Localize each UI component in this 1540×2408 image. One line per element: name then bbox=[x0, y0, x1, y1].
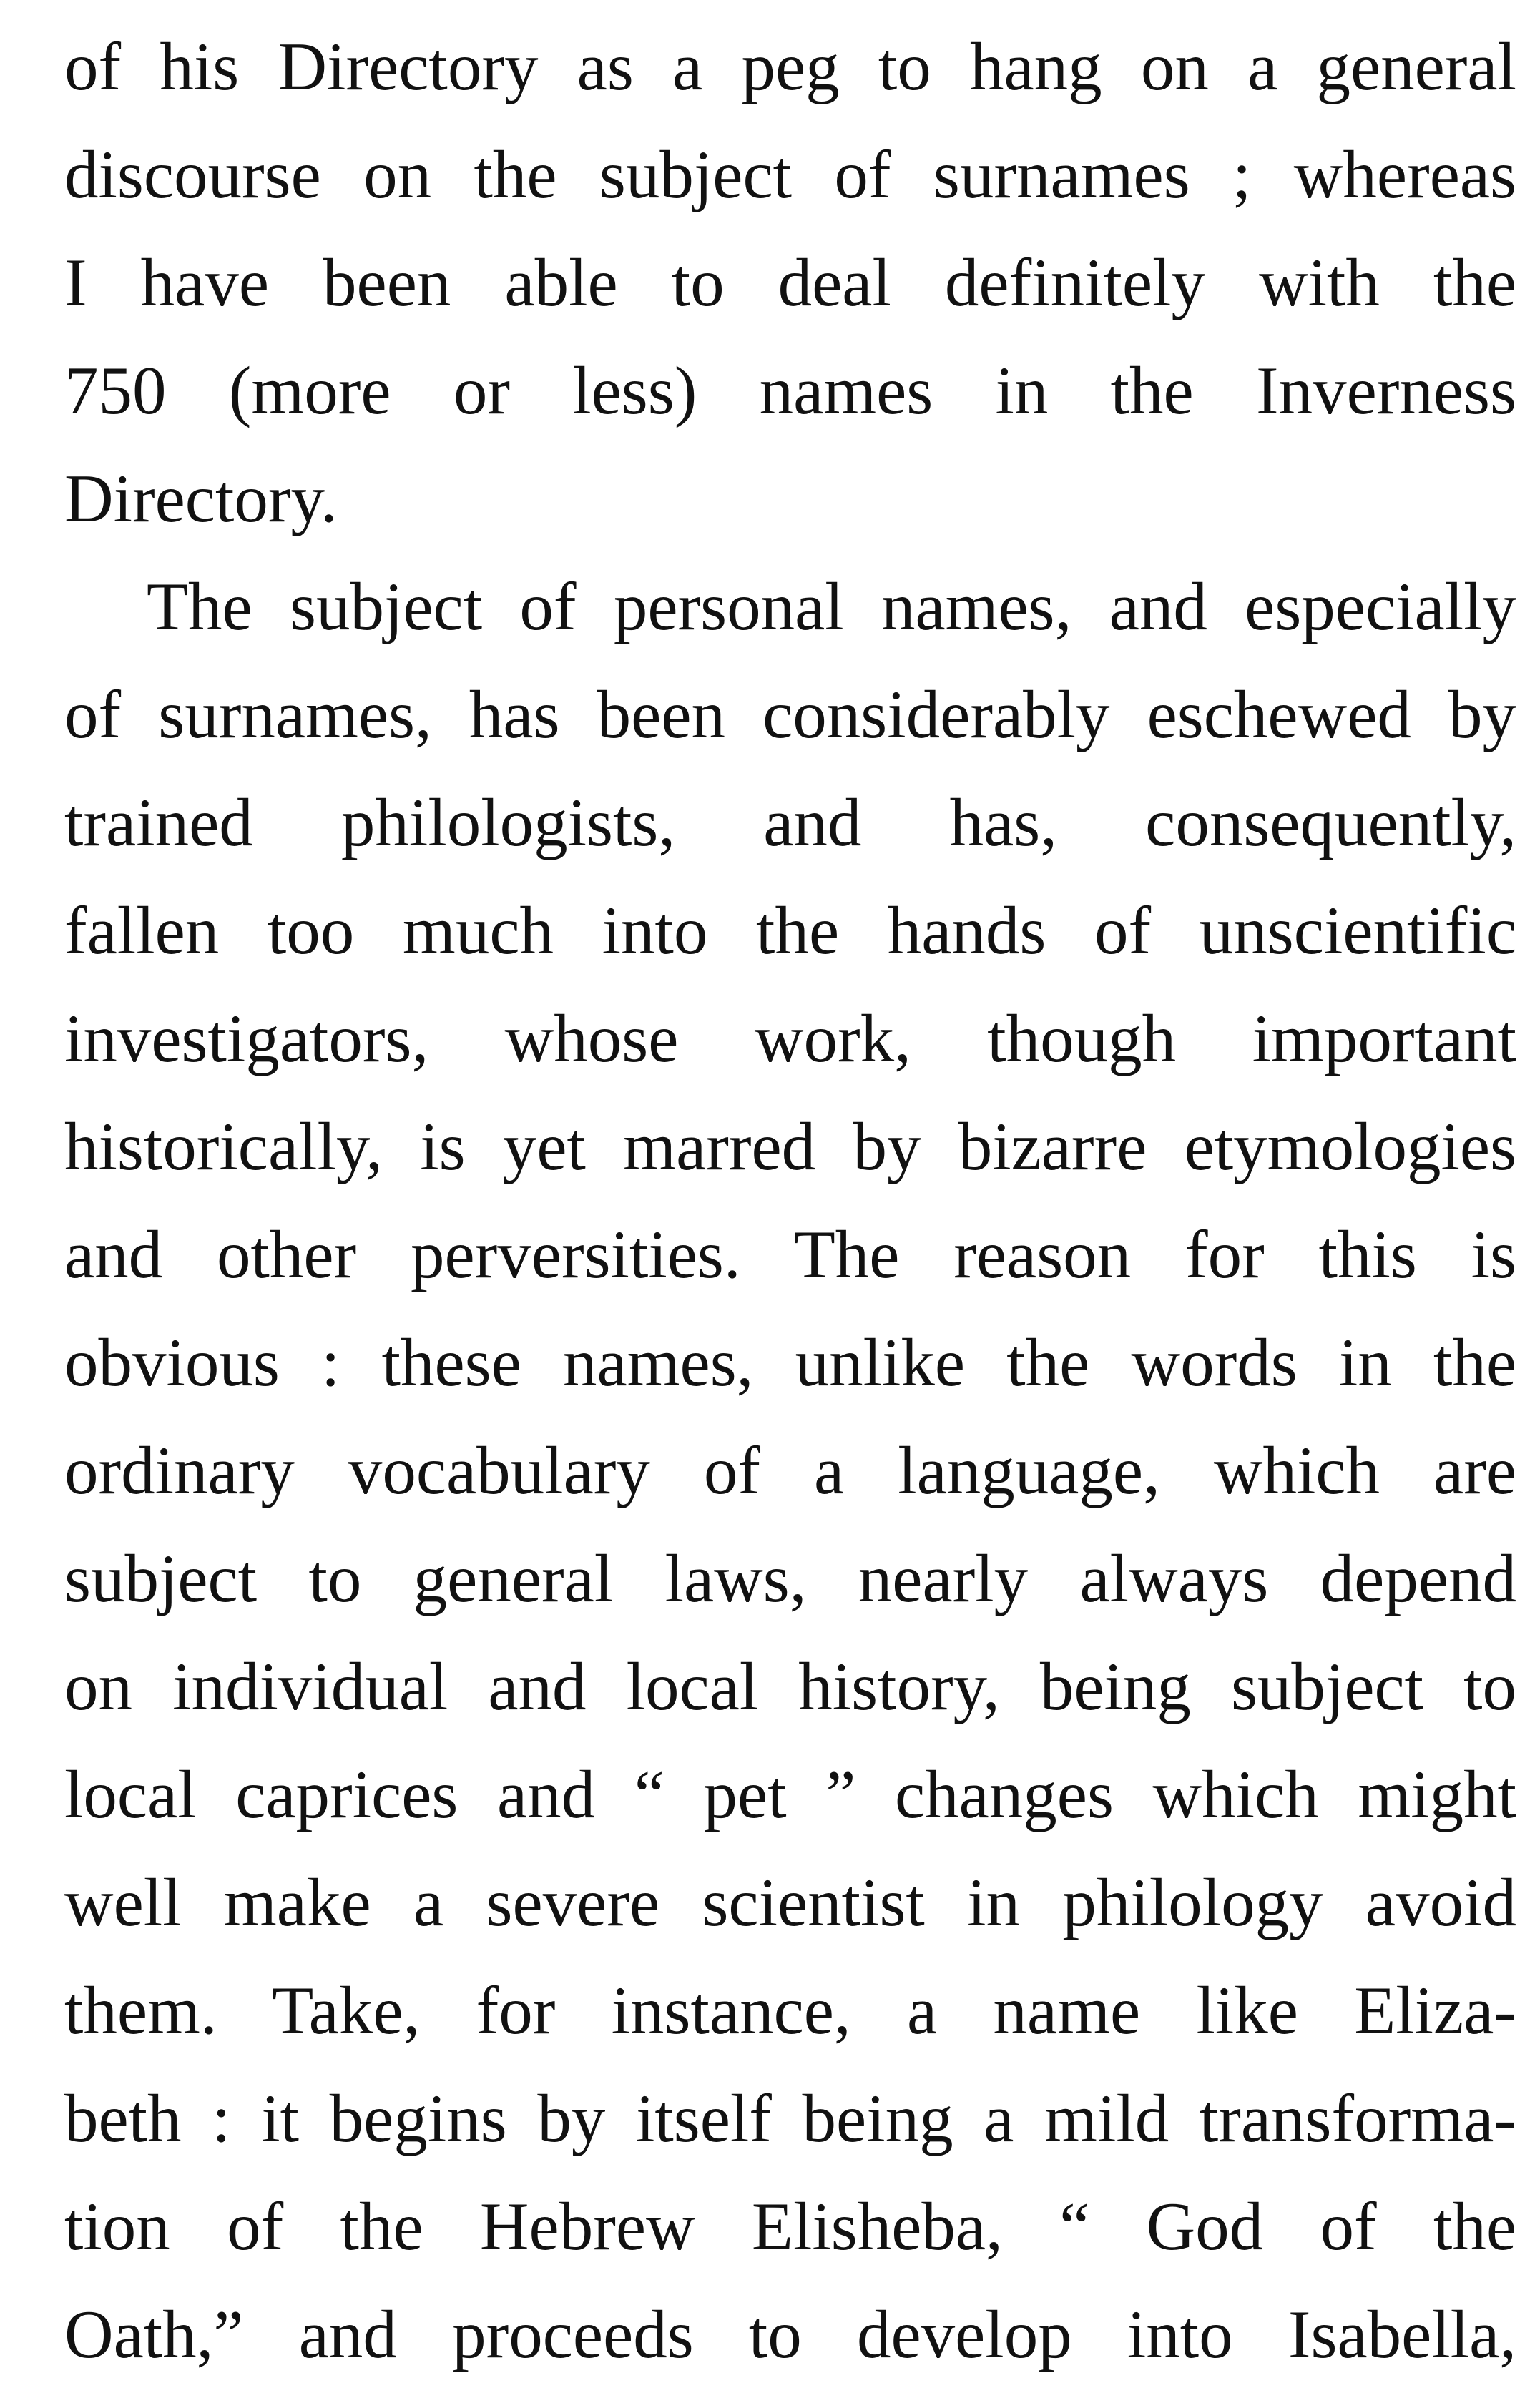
text-line: local caprices and “ pet ” changes which might bbox=[64, 1756, 1516, 1832]
text-line: of surnames, has been considerably eschewed by bbox=[64, 677, 1516, 752]
text-line: well make a severe scientist in philology avoid bbox=[64, 1864, 1516, 1940]
text-line: beth : it begins by itself being a mild transforma- bbox=[64, 2080, 1516, 2156]
text-line: Oath,” and proceeds to develop into Isabella, bbox=[64, 2296, 1516, 2372]
text-line: fallen too much into the hands of unscientific bbox=[64, 893, 1516, 968]
text-line: of his Directory as a peg to hang on a general bbox=[64, 29, 1516, 104]
text-line: trained philologists, and has, consequently, bbox=[64, 785, 1516, 860]
text-line: obvious : these names, unlike the words in the bbox=[64, 1325, 1516, 1400]
text-line: Directory. bbox=[64, 461, 338, 536]
text-line: subject to general laws, nearly always depend bbox=[64, 1540, 1516, 1616]
text-line: ordinary vocabulary of a language, which are bbox=[64, 1432, 1516, 1508]
text-line: them. Take, for instance, a name like Eliza- bbox=[64, 1972, 1516, 2048]
text-line: on individual and local history, being subject to bbox=[64, 1648, 1516, 1724]
text-line: 750 (more or less) names in the Inverness bbox=[64, 353, 1516, 428]
text-line: and other perversities. The reason for this is bbox=[64, 1217, 1516, 1292]
text-line: The subject of personal names, and especially bbox=[147, 569, 1516, 644]
text-line: investigators, whose work, though important bbox=[64, 1001, 1516, 1076]
paragraph bbox=[64, 553, 1516, 2389]
text-line: I have been able to deal definitely with the bbox=[64, 245, 1516, 320]
body-text bbox=[64, 13, 1516, 2389]
paragraph-continued bbox=[64, 13, 1516, 553]
text-line: discourse on the subject of surnames ; whereas bbox=[64, 137, 1516, 212]
text-line: tion of the Hebrew Elisheba, “ God of the bbox=[64, 2188, 1516, 2264]
text-line: historically, is yet marred by bizarre etymologies bbox=[64, 1109, 1516, 1184]
